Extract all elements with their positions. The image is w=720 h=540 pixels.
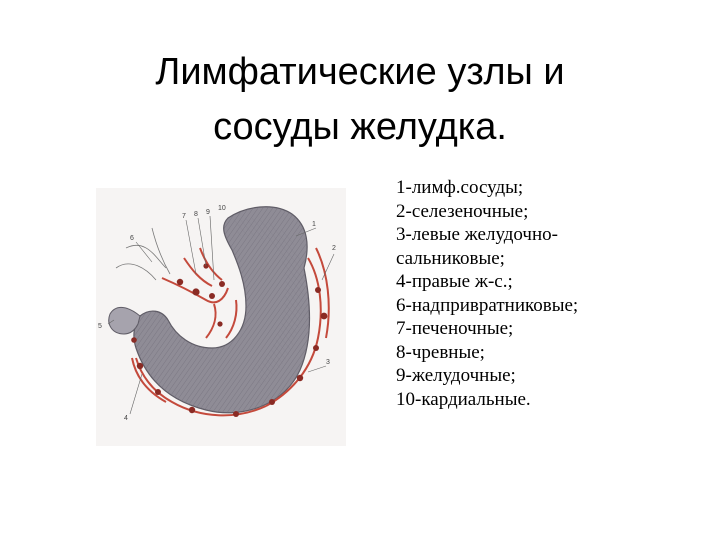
figure-label-5: 5 bbox=[98, 323, 102, 330]
legend-item: 10-кардиальные. bbox=[396, 388, 531, 410]
stomach-drawing bbox=[96, 188, 346, 446]
legend-item: сальниковые; bbox=[396, 247, 505, 269]
figure-label-4: 4 bbox=[124, 415, 128, 422]
title-line-2: сосуды желудка. bbox=[213, 106, 507, 149]
legend-item: 4-правые ж-с.; bbox=[396, 271, 513, 292]
stomach-lymph-illustration bbox=[96, 188, 346, 446]
figure-label-10: 10 bbox=[218, 205, 226, 212]
title-line-1: Лимфатические узлы и bbox=[155, 51, 565, 94]
legend-item: 2-селезеночные; bbox=[396, 200, 529, 222]
figure-label-3: 3 bbox=[326, 359, 330, 366]
figure-label-6: 6 bbox=[130, 235, 134, 242]
figure-label-9: 9 bbox=[206, 209, 210, 216]
figure-label-8: 8 bbox=[194, 211, 198, 218]
legend-item: 3-левые желудочно- bbox=[396, 224, 558, 245]
figure-label-1: 1 bbox=[312, 221, 316, 228]
legend-item: 6-надпривратниковые; bbox=[396, 294, 579, 316]
figure-label-2: 2 bbox=[332, 245, 336, 252]
legend-item: 8-чревные; bbox=[396, 341, 485, 363]
legend-item: 1-лимф.сосуды; bbox=[396, 177, 524, 198]
figure-label-7: 7 bbox=[182, 213, 186, 220]
slide-title bbox=[60, 45, 660, 155]
legend-list bbox=[396, 176, 706, 411]
legend-item: 9-желудочные; bbox=[396, 365, 516, 386]
legend-item: 7-печеночные; bbox=[396, 318, 514, 339]
